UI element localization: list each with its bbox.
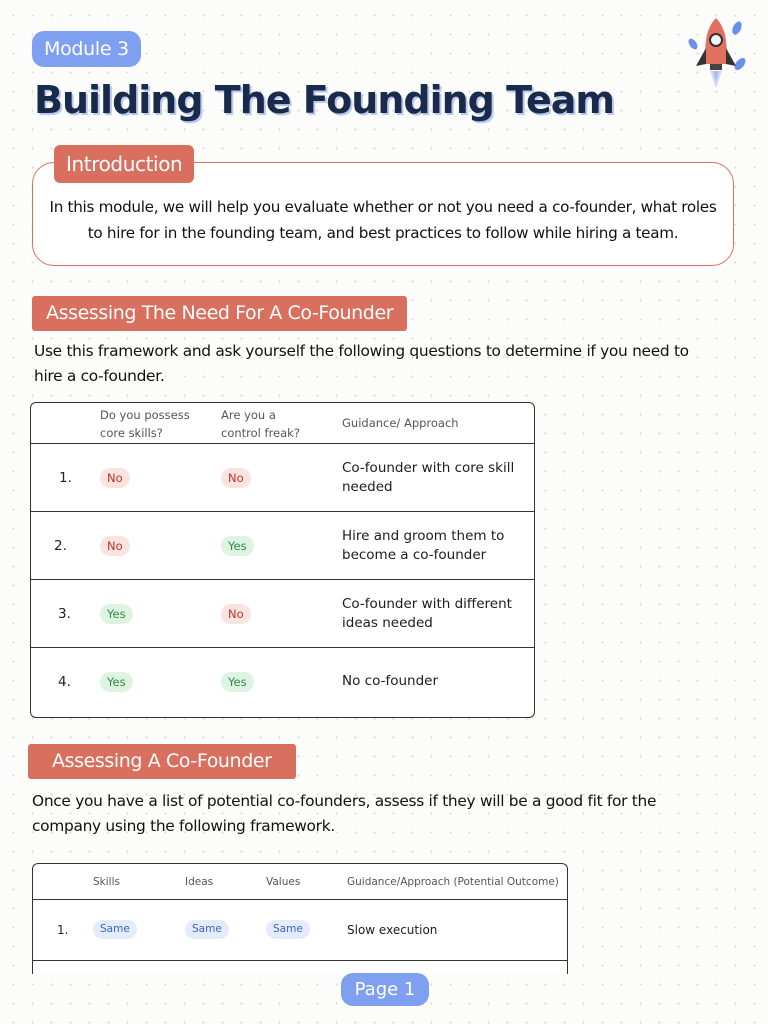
page-title: Building The Founding Team <box>34 78 614 122</box>
guidance-text: Co-founder with different ideas needed <box>342 596 512 631</box>
section-intro-text: Use this framework and ask yourself the following questions to determine if you need to hire a co-founder. <box>34 342 689 385</box>
status-badge: Same <box>266 920 310 939</box>
column-header-values: Values <box>266 876 301 888</box>
row-number: 4. <box>58 674 71 690</box>
row-number: 1. <box>59 470 72 486</box>
table-header <box>33 864 567 900</box>
status-badge: Yes <box>100 672 133 692</box>
intro-tab: Introduction <box>54 145 194 183</box>
column-header-core-skills: Do you possess core skills? <box>100 408 190 440</box>
status-badge: No <box>221 468 251 488</box>
page-number: Page 1 <box>341 973 429 1006</box>
guidance-text: Slow execution <box>347 923 438 937</box>
column-header-guidance: Guidance/ Approach <box>342 416 459 430</box>
section-heading-need-cofounder: Assessing The Need For A Co-Founder <box>32 296 407 331</box>
status-badge: Yes <box>221 536 254 556</box>
guidance-text: No co-founder <box>342 673 439 689</box>
table-row <box>31 444 534 512</box>
status-badge: Yes <box>100 604 133 624</box>
row-number: 3. <box>58 606 71 622</box>
status-badge: Same <box>185 920 229 939</box>
row-number: 1. <box>57 923 69 937</box>
status-badge: Yes <box>221 672 254 692</box>
table-row <box>31 648 534 715</box>
column-header-ideas: Ideas <box>185 876 214 888</box>
status-badge: No <box>221 604 251 624</box>
status-badge: Same <box>93 920 137 939</box>
table-row <box>31 580 534 648</box>
column-header-skills: Skills <box>93 876 120 888</box>
guidance-text: Co-founder with core skill needed <box>342 460 515 495</box>
column-header-guidance: Guidance/Approach (Potential Outcome) <box>347 876 559 888</box>
status-badge: No <box>100 468 130 488</box>
table-header <box>31 403 534 444</box>
intro-text: In this module, we will help you evaluate whether or not you need a co-founder, what roles to hire for in the founding team, and best practices to follow while hiring a team. <box>49 198 717 242</box>
rocket-icon <box>684 14 750 92</box>
module-label: Module 3 <box>32 31 141 67</box>
section-intro-text: Once you have a list of potential co-founders, assess if they will be a good fit for the company using the following framework. <box>32 792 657 835</box>
column-header-control-freak: Are you a control freak? <box>221 408 300 440</box>
guidance-text: Hire and groom them to become a co-founder <box>342 528 505 563</box>
section-heading-assess-cofounder: Assessing A Co-Founder <box>28 744 296 779</box>
need-cofounder-table <box>30 402 535 718</box>
row-number: 2. <box>54 538 67 554</box>
status-badge: No <box>100 536 130 556</box>
table-row <box>33 900 567 961</box>
table-row <box>31 512 534 580</box>
assess-cofounder-table <box>32 863 568 974</box>
